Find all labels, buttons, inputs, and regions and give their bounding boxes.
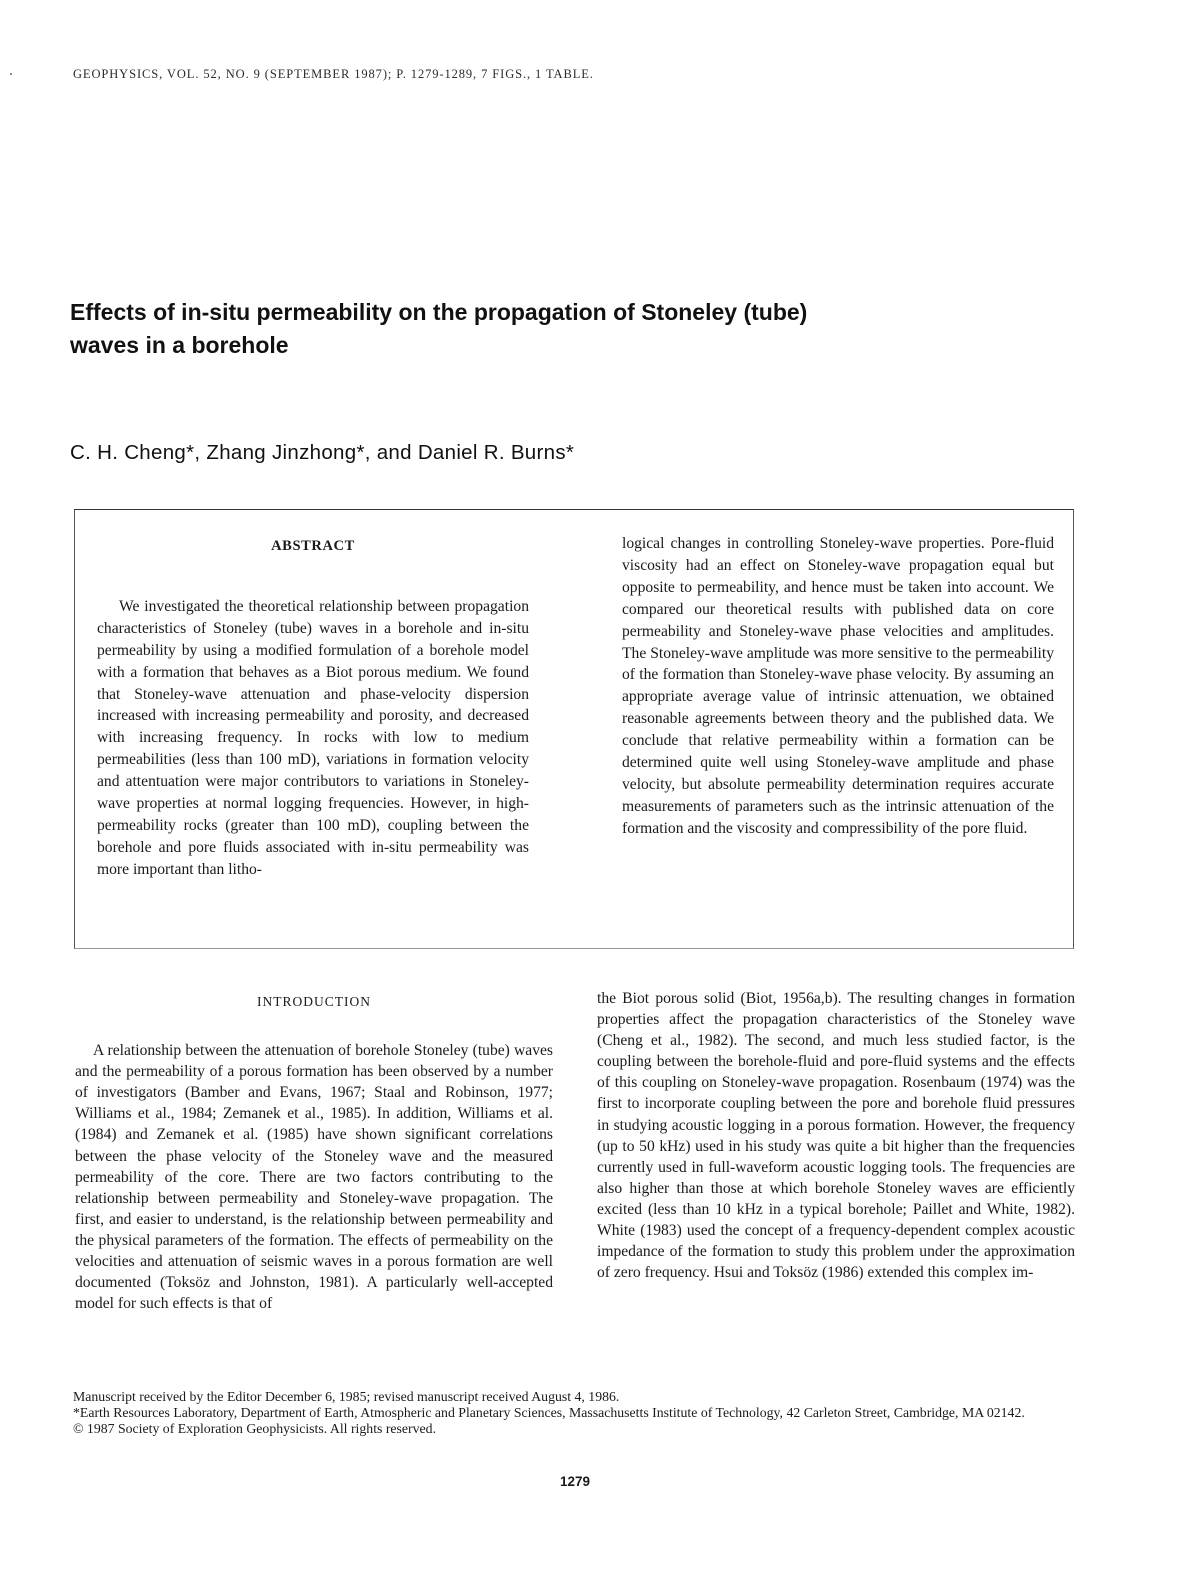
abstract-text-left: We investigated the theoretical relationship between propagation characteristics of Stoneley (tube) waves in a borehole and in-situ permeability by using a modified formulation of a borehole model with a formation that behaves as a Biot porous medium. We found that Stoneley-wave attenuation and phase-velocity dispersion increased with increasing permeability and porosity, and decreased with increasing frequency. In rocks with low to medium permeabilities (less than 100 mD), variations in formation velocity and attentuation were major contributors to variations in Stoneley-wave properties at normal logging frequencies. However, in high-permeability rocks (greater than 100 mD), coupling between the borehole and pore fluids associated with in-situ permeability was more important than litho-: [97, 597, 529, 878]
footnotes: [73, 1389, 1078, 1437]
abstract-left-column: [97, 510, 529, 881]
journal-citation-header: GEOPHYSICS, VOL. 52, NO. 9 (SEPTEMBER 1987); P. 1279-1289, 7 FIGS., 1 TABLE.: [73, 67, 594, 81]
abstract-text-right: logical changes in controlling Stoneley-wave properties. Pore-fluid viscosity had an effect on Stoneley-wave propagation equal but opposite to permeability, and hence must be taken into account. We compared our theoretical results with published data on core permeability and Stoneley-wave phase velocities and amplitudes. The Stoneley-wave amplitude was more sensitive to the permeability of the formation than Stoneley-wave phase velocity. By assuming an appropriate average value of intrinsic attenuation, we obtained reasonable agreements between theory and the published data. We conclude that relative permeability within a formation can be determined quite well using Stoneley-wave amplitude and phase velocity, but absolute permeability determination requires accurate measurements of parameters such as the intrinsic attenuation of the formation and the viscosity and compressibility of the pore fluid.: [622, 535, 1054, 837]
introduction-right-column: [597, 988, 1075, 1283]
affiliation-note: *Earth Resources Laboratory, Department of Earth, Atmospheric and Planetary Sciences, Massachusetts Institute of Technology, 42 Carleton Street, Cambridge, MA 02142.: [73, 1405, 1025, 1420]
introduction-heading: INTRODUCTION: [257, 994, 371, 1009]
manuscript-note: Manuscript received by the Editor December 6, 1985; revised manuscript received August 4, 1986.: [73, 1389, 620, 1404]
introduction-text-left: A relationship between the attenuation of borehole Stoneley (tube) waves and the permeability of a porous formation has been observed by a number of investigators (Bamber and Evans, 1967; Staal and Robinson, 1977; Williams et al., 1984; Zemanek et al., 1985). In addition, Williams et al. (1984) and Zemanek et al. (1985) have shown significant correlations between the phase velocity of the Stoneley wave and the measured permeability of the core. There are two factors contributing to the relationship between permeability and Stoneley-wave propagation. The first, and easier to understand, is the relationship between permeability and the physical parameters of the formation. The effects of permeability on the velocities and attenuation of seismic waves in a porous formation are well documented (Toksöz and Johnston, 1981). A particularly well-accepted model for such effects is that of: [75, 1042, 553, 1313]
abstract-box: [74, 509, 1074, 949]
scan-speck: [10, 73, 12, 75]
abstract-heading: ABSTRACT: [271, 538, 355, 554]
page-number: 1279: [559, 1474, 591, 1489]
introduction-text-right: the Biot porous solid (Biot, 1956a,b). The resulting changes in formation properties affect the propagation characteristics of the Stoneley wave (Cheng et al., 1982). The second, and much less studied factor, is the coupling between the borehole-fluid and pore-fluid systems and the effects of this coupling on Stoneley-wave propagation. Rosenbaum (1974) was the first to incorporate coupling between the pore and borehole fluid pressures in studying acoustic logging in a porous formation. However, the frequency (up to 50 kHz) used in his study was quite a bit higher than the frequencies currently used in full-waveform acoustic logging tools. The frequencies are also higher than those at which borehole Stoneley waves are efficiently excited (less than 10 kHz in a typical borehole; Paillet and White, 1982). White (1983) used the concept of a frequency-dependent complex acoustic impedance of the formation to study this problem under the approximation of zero frequency. Hsui and Toksöz (1986) extended this complex im-: [597, 990, 1075, 1282]
copyright-note: © 1987 Society of Exploration Geophysicists. All rights reserved.: [73, 1421, 437, 1436]
paper-title: Effects of in-situ permeability on the propagation of Stoneley (tube) waves in a borehole: [70, 299, 808, 358]
introduction-left-column: [75, 988, 553, 1314]
author-list: C. H. Cheng*, Zhang Jinzhong*, and Daniel R. Burns*: [70, 441, 575, 464]
abstract-right-column: [622, 533, 1054, 840]
